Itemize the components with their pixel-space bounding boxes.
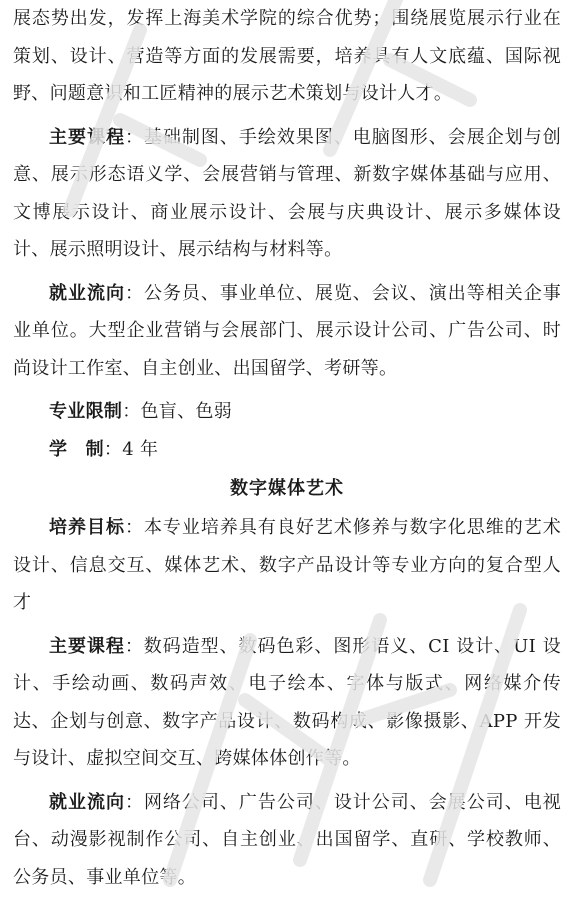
- goal-label: 培养目标: [49, 517, 125, 538]
- duration-text: ：4 年: [103, 438, 159, 460]
- employment-label: 就业流向: [49, 282, 125, 304]
- restriction-text: ：色盲、色弱: [122, 401, 233, 422]
- dm-employment-label: 就业流向: [49, 791, 125, 813]
- intro-text: 展态势出发，发挥上海美术学院的综合优势；围绕展览展示行业在策划、设计、营造等方面的发展需要，培养具有人文底蕴、国际视野、问题意识和工匠精神的展示艺术策划与设计人才。: [13, 8, 561, 104]
- employment-paragraph: [13, 275, 561, 388]
- employment-text: ：公务员、事业单位、展览、会议、演出等相关企事业单位。大型企业营销与会展部门、展示设计公司、广告公司、时尚设计工作室、自主创业、出国留学、考研等。: [13, 282, 561, 379]
- restriction-paragraph: [13, 393, 561, 431]
- goal-text: ：本专业培养具有良好艺术修养与数字化思维的艺术设计、信息交互、媒体艺术、数字产品设计等专业方向的复合型人才: [13, 517, 561, 613]
- duration-label: 学 制: [49, 438, 104, 460]
- dm-courses-label: 主要课程: [49, 635, 125, 657]
- dm-courses-text: ：数码造型、数码色彩、图形语义、CI 设计、UI 设计、手绘动画、数码声效、电子绘本、字体与版式、网络媒介传达、企划与创意、数字产品设计、数码构成、影像摄影、APP 开发与设计、虚拟空间交互、跨媒体体创作等。: [13, 635, 562, 769]
- intro-paragraph: [13, 0, 561, 113]
- dm-courses-paragraph: [13, 628, 561, 778]
- section-title-digital-media: 数字媒体艺术: [230, 478, 344, 499]
- courses-text: ：基础制图、手绘效果图、电脑图形、会展企划与创意、展示形态语义学、会展营销与管理、新数字媒体基础与应用、文博展示设计、商业展示设计、会展与庆典设计、展示多媒体设计、展示照明设计、展示结构与材料等。: [13, 126, 561, 260]
- courses-label: 主要课程: [49, 126, 125, 148]
- goal-paragraph: [13, 509, 561, 622]
- courses-paragraph: [13, 119, 561, 269]
- duration-paragraph: [13, 431, 561, 469]
- dm-employment-paragraph: [13, 784, 561, 897]
- dm-employment-text: ：网络公司、广告公司、设计公司、会展公司、电视台、动漫影视制作公司、自主创业、出国留学、直研、学校教师、公务员、事业单位等。: [13, 791, 561, 888]
- restriction-label: 专业限制: [49, 401, 123, 422]
